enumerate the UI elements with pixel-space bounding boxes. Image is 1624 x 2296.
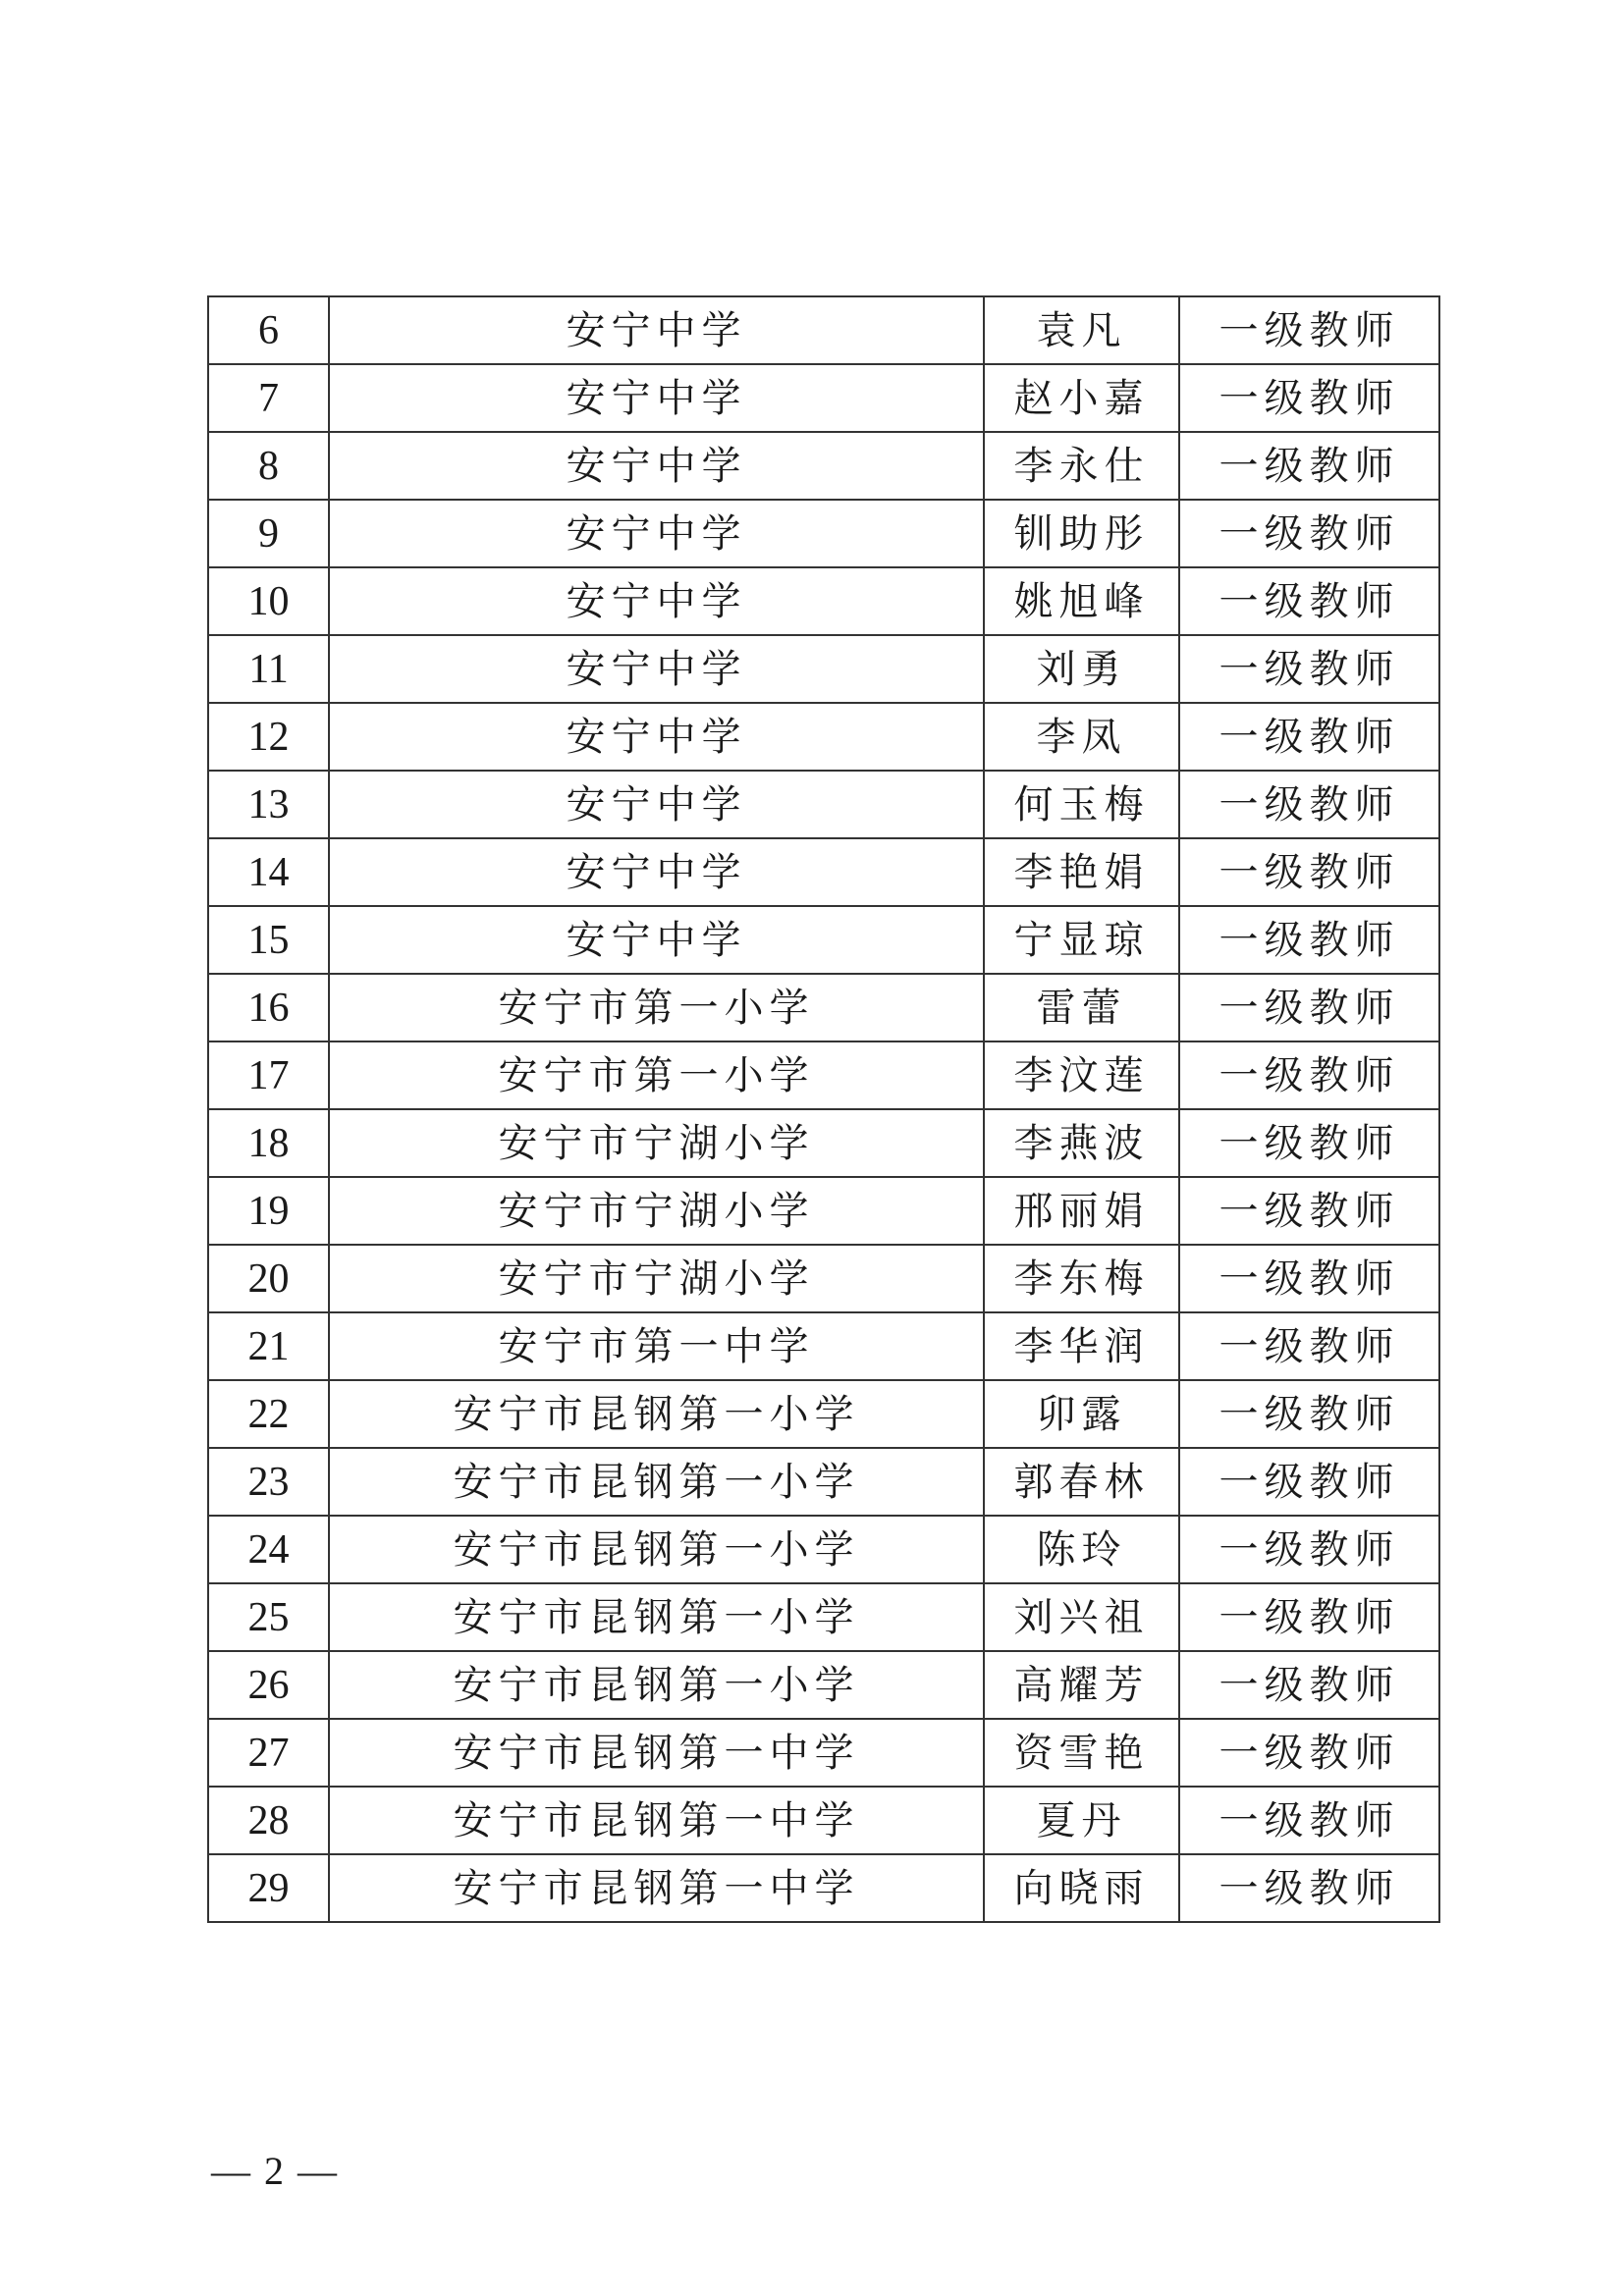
row-number: 7 (208, 364, 329, 432)
professional-title: 一级教师 (1179, 296, 1439, 364)
school-name: 安宁市昆钢第一中学 (329, 1719, 984, 1787)
professional-title: 一级教师 (1179, 1719, 1439, 1787)
professional-title: 一级教师 (1179, 500, 1439, 567)
teacher-name: 何玉梅 (984, 771, 1179, 838)
professional-title: 一级教师 (1179, 1448, 1439, 1516)
teacher-name: 刘勇 (984, 635, 1179, 703)
professional-title: 一级教师 (1179, 1041, 1439, 1109)
row-number: 28 (208, 1787, 329, 1854)
table-row (208, 838, 1439, 906)
table-row (208, 1516, 1439, 1583)
professional-title: 一级教师 (1179, 1854, 1439, 1922)
professional-title: 一级教师 (1179, 567, 1439, 635)
table-row (208, 567, 1439, 635)
school-name: 安宁市第一小学 (329, 974, 984, 1041)
row-number: 23 (208, 1448, 329, 1516)
table-row (208, 364, 1439, 432)
professional-title: 一级教师 (1179, 1245, 1439, 1312)
teacher-name: 陈玲 (984, 1516, 1179, 1583)
row-number: 20 (208, 1245, 329, 1312)
table-row (208, 1719, 1439, 1787)
teacher-name: 姚旭峰 (984, 567, 1179, 635)
teacher-name: 雷蕾 (984, 974, 1179, 1041)
professional-title: 一级教师 (1179, 364, 1439, 432)
school-name: 安宁市昆钢第一小学 (329, 1583, 984, 1651)
table-row (208, 1651, 1439, 1719)
professional-title: 一级教师 (1179, 635, 1439, 703)
teacher-name: 李凤 (984, 703, 1179, 771)
teacher-name: 李燕波 (984, 1109, 1179, 1177)
table-row (208, 500, 1439, 567)
row-number: 18 (208, 1109, 329, 1177)
school-name: 安宁市第一中学 (329, 1312, 984, 1380)
teacher-name: 李汶莲 (984, 1041, 1179, 1109)
teacher-name: 郭春林 (984, 1448, 1179, 1516)
professional-title: 一级教师 (1179, 974, 1439, 1041)
row-number: 12 (208, 703, 329, 771)
teacher-name: 李东梅 (984, 1245, 1179, 1312)
teacher-name: 夏丹 (984, 1787, 1179, 1854)
professional-title: 一级教师 (1179, 771, 1439, 838)
table-row (208, 771, 1439, 838)
row-number: 11 (208, 635, 329, 703)
row-number: 13 (208, 771, 329, 838)
professional-title: 一级教师 (1179, 1380, 1439, 1448)
teacher-name: 卯露 (984, 1380, 1179, 1448)
teacher-name: 向晓雨 (984, 1854, 1179, 1922)
professional-title: 一级教师 (1179, 1312, 1439, 1380)
professional-title: 一级教师 (1179, 1516, 1439, 1583)
professional-title: 一级教师 (1179, 838, 1439, 906)
professional-title: 一级教师 (1179, 1109, 1439, 1177)
professional-title: 一级教师 (1179, 703, 1439, 771)
row-number: 15 (208, 906, 329, 974)
professional-title: 一级教师 (1179, 1177, 1439, 1245)
table-row (208, 635, 1439, 703)
school-name: 安宁中学 (329, 364, 984, 432)
teacher-name: 李艳娟 (984, 838, 1179, 906)
school-name: 安宁市宁湖小学 (329, 1109, 984, 1177)
school-name: 安宁中学 (329, 432, 984, 500)
row-number: 16 (208, 974, 329, 1041)
school-name: 安宁市昆钢第一小学 (329, 1380, 984, 1448)
table-row (208, 1245, 1439, 1312)
school-name: 安宁市宁湖小学 (329, 1177, 984, 1245)
row-number: 10 (208, 567, 329, 635)
row-number: 26 (208, 1651, 329, 1719)
school-name: 安宁市昆钢第一小学 (329, 1448, 984, 1516)
teacher-roster-table (207, 295, 1440, 1923)
table-row (208, 1041, 1439, 1109)
teacher-name: 李华润 (984, 1312, 1179, 1380)
school-name: 安宁中学 (329, 703, 984, 771)
school-name: 安宁市第一小学 (329, 1041, 984, 1109)
table-row (208, 1109, 1439, 1177)
row-number: 24 (208, 1516, 329, 1583)
professional-title: 一级教师 (1179, 906, 1439, 974)
table-row (208, 906, 1439, 974)
teacher-name: 资雪艳 (984, 1719, 1179, 1787)
teacher-name: 高耀芳 (984, 1651, 1179, 1719)
table-row (208, 974, 1439, 1041)
row-number: 27 (208, 1719, 329, 1787)
row-number: 6 (208, 296, 329, 364)
teacher-name: 邢丽娟 (984, 1177, 1179, 1245)
school-name: 安宁中学 (329, 567, 984, 635)
row-number: 14 (208, 838, 329, 906)
row-number: 8 (208, 432, 329, 500)
school-name: 安宁中学 (329, 296, 984, 364)
teacher-name: 袁凡 (984, 296, 1179, 364)
teacher-name: 刘兴祖 (984, 1583, 1179, 1651)
table-row (208, 1583, 1439, 1651)
row-number: 19 (208, 1177, 329, 1245)
school-name: 安宁中学 (329, 500, 984, 567)
page-number: — 2 — (211, 2149, 339, 2193)
school-name: 安宁市昆钢第一小学 (329, 1651, 984, 1719)
school-name: 安宁市昆钢第一中学 (329, 1787, 984, 1854)
row-number: 9 (208, 500, 329, 567)
row-number: 21 (208, 1312, 329, 1380)
table-row (208, 1787, 1439, 1854)
row-number: 22 (208, 1380, 329, 1448)
professional-title: 一级教师 (1179, 1583, 1439, 1651)
table-row (208, 1177, 1439, 1245)
table-row (208, 432, 1439, 500)
roster-table-body (208, 296, 1439, 1922)
school-name: 安宁中学 (329, 635, 984, 703)
table-row (208, 703, 1439, 771)
row-number: 17 (208, 1041, 329, 1109)
school-name: 安宁中学 (329, 838, 984, 906)
school-name: 安宁中学 (329, 771, 984, 838)
teacher-name: 赵小嘉 (984, 364, 1179, 432)
row-number: 25 (208, 1583, 329, 1651)
table-row (208, 1448, 1439, 1516)
table-row (208, 1854, 1439, 1922)
table-row (208, 296, 1439, 364)
school-name: 安宁中学 (329, 906, 984, 974)
table-row (208, 1312, 1439, 1380)
teacher-name: 李永仕 (984, 432, 1179, 500)
school-name: 安宁市昆钢第一中学 (329, 1854, 984, 1922)
professional-title: 一级教师 (1179, 1787, 1439, 1854)
row-number: 29 (208, 1854, 329, 1922)
school-name: 安宁市宁湖小学 (329, 1245, 984, 1312)
professional-title: 一级教师 (1179, 432, 1439, 500)
table-row (208, 1380, 1439, 1448)
teacher-name: 宁显琼 (984, 906, 1179, 974)
teacher-name: 钏助彤 (984, 500, 1179, 567)
professional-title: 一级教师 (1179, 1651, 1439, 1719)
school-name: 安宁市昆钢第一小学 (329, 1516, 984, 1583)
